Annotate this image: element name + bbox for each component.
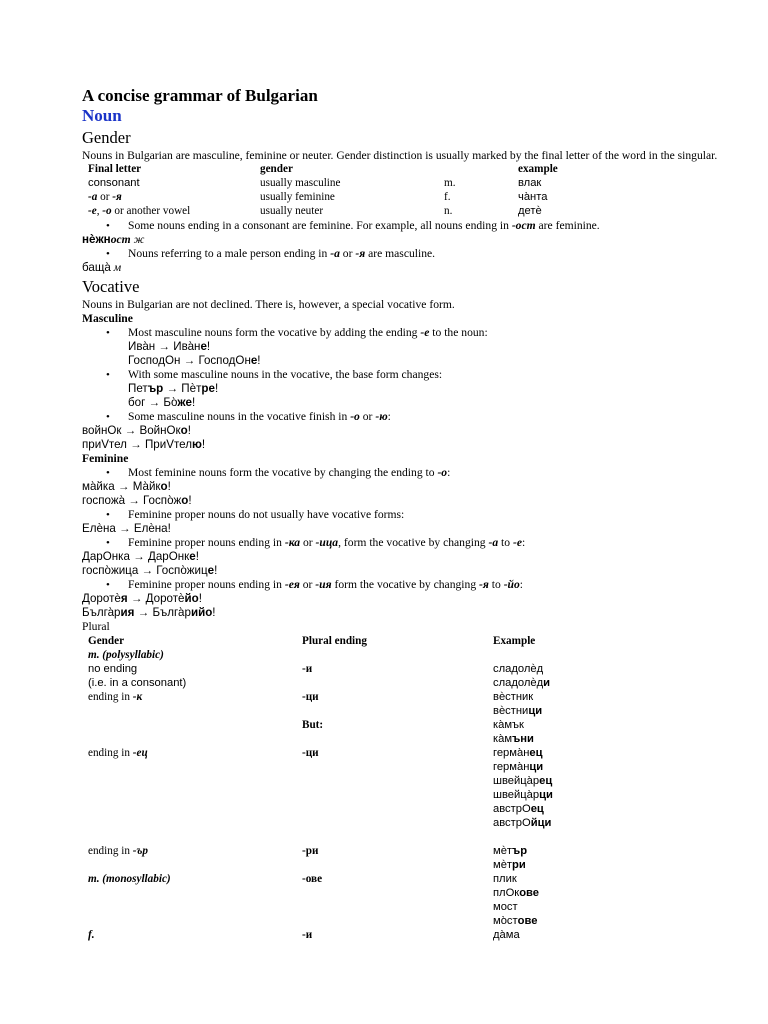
example-ending: ри (512, 859, 526, 871)
plural-ending-cell: But: (302, 719, 324, 731)
gender-cell: usually feminine (260, 191, 335, 203)
plural-ending-cell (302, 732, 493, 746)
example-ending: ийо (190, 606, 213, 619)
gender-cell (88, 858, 302, 872)
example-ending: ове (519, 887, 539, 899)
suffix: -йо (503, 578, 520, 591)
gender-cell (88, 886, 302, 900)
example-ending: ър (512, 845, 528, 857)
table-row (86, 177, 560, 191)
gender-cell: (i.e. in a consonant) (88, 677, 187, 689)
plural-ending-cell (302, 676, 493, 690)
example-ending: я (120, 592, 128, 605)
gender-cell: m. (polysyllabic) (88, 649, 164, 661)
gender-text: ending in (88, 747, 133, 759)
example-cell (493, 690, 553, 704)
example-line (82, 382, 722, 396)
example-stem: мост (493, 901, 518, 913)
plural-ending-cell: -ове (302, 873, 323, 885)
example-cell (493, 718, 553, 732)
example-cell (493, 732, 553, 746)
table-row (88, 662, 553, 676)
example-stem: мѐт (493, 859, 513, 871)
table-row (88, 690, 553, 704)
example-ending: о (160, 480, 168, 493)
example-cell (493, 872, 553, 886)
suffix: -ица (315, 536, 339, 549)
example-text: → Бълга̀р (134, 606, 191, 619)
note-text: to (488, 578, 504, 591)
example-ending: ци (528, 705, 543, 717)
example-ending: ия (120, 606, 135, 619)
suffix: -к (132, 691, 143, 703)
example-text: войнОк → ВойнОк (82, 424, 181, 437)
note-text: : (387, 410, 391, 423)
plural-ending-cell (302, 816, 493, 830)
example-word: нѐжн (82, 233, 111, 246)
gender-intro: Nouns in Bulgarian are masculine, feminine or neuter. Gender distinction is usually marked by the final letter of the word in the singular. (82, 149, 718, 162)
gender-text: ending in (88, 691, 133, 703)
note-text: Nouns referring to a male person ending in (128, 247, 331, 260)
example-cell (493, 662, 553, 676)
example-stem: вѐстни (493, 705, 529, 717)
note-text: are feminine. (535, 219, 600, 232)
table-row (88, 830, 553, 844)
plural-ending-cell (302, 704, 493, 718)
plural-heading: Plural (82, 620, 110, 633)
bullet-item (82, 536, 722, 550)
example-text: Доротѐ (82, 592, 121, 605)
note-text: Some masculine nouns in the vocative finish in (128, 410, 351, 423)
suffix: -ю (375, 410, 388, 423)
gender-cell (88, 844, 302, 858)
header-gender: Gender (88, 635, 125, 647)
example-text: ! (195, 550, 199, 563)
example-ending: ец (530, 803, 544, 815)
table-row (88, 676, 553, 690)
example-text: Бълга̀р (82, 606, 121, 619)
example-ending: ец (539, 775, 553, 787)
example-ending: ъни (512, 733, 534, 745)
example-line (82, 233, 722, 247)
masculine-label: Masculine (82, 312, 133, 325)
example-text: ! (167, 480, 171, 493)
note-text: Feminine proper nouns ending in (128, 536, 285, 549)
example-text: ! (214, 564, 218, 577)
suffix: -ец (132, 747, 148, 759)
or-text: or (97, 191, 113, 203)
example-cell (493, 830, 553, 844)
example-stem: герма̀н (493, 761, 530, 773)
note-text: , form the vocative by changing (338, 536, 489, 549)
example-ending: йци (530, 817, 552, 829)
example-ending: ър (147, 382, 164, 395)
example-cell: влак (518, 177, 542, 189)
example-cell (493, 858, 553, 872)
table-row (88, 732, 553, 746)
example-line: Елѐна → Елѐна! (82, 522, 171, 535)
example-text: → Пѐт (163, 382, 202, 395)
bullet-item (82, 326, 722, 340)
example-text: ! (201, 438, 206, 451)
suffix: -ия (315, 578, 332, 591)
suffix: -ър (132, 845, 148, 857)
example-cell (493, 788, 553, 802)
example-line (82, 550, 722, 564)
table-row (88, 886, 553, 900)
note-text: Feminine proper nouns ending in (128, 578, 285, 591)
bullet-item (82, 410, 722, 424)
example-cell (493, 704, 553, 718)
bullet-item (82, 247, 722, 261)
example-stem: мѐт (493, 845, 513, 857)
table-row (88, 900, 553, 914)
note-text: to (498, 536, 513, 549)
example-text: ГосподОн → ГосподОн (128, 354, 251, 367)
note-text: to the noun: (429, 326, 488, 339)
ending-a: -е (88, 205, 97, 217)
plural-ending-cell (302, 648, 493, 662)
example-line (82, 564, 722, 578)
example-cell (493, 914, 553, 928)
plural-ending-cell (302, 886, 493, 900)
example-stem: да̀ма (493, 929, 520, 941)
example-text: ! (212, 606, 216, 619)
table-header-row (86, 163, 560, 177)
example-cell (493, 676, 553, 690)
plural-ending-cell (302, 760, 493, 774)
table-row (88, 704, 553, 718)
note-text: are masculine. (365, 247, 436, 260)
bullet-item (82, 219, 722, 233)
gender-cell (88, 830, 302, 844)
example-stem: сладолѐд (493, 663, 544, 675)
table-row (86, 205, 560, 219)
example-text: ! (191, 396, 196, 409)
example-text: ! (187, 424, 191, 437)
suffix: -ост (511, 219, 536, 232)
example-stem: австрО (493, 803, 531, 815)
example-line (82, 438, 722, 452)
example-text: ! (198, 592, 202, 605)
example-text: ! (214, 382, 219, 395)
feminine-label: Feminine (82, 452, 129, 465)
gender-cell (88, 732, 302, 746)
bullet-item: • With some masculine nouns in the vocative, the base form changes: (82, 368, 722, 382)
gender-text: ending in (88, 845, 133, 857)
or-text: or (300, 536, 316, 549)
example-ending: е (189, 550, 196, 563)
table-row (88, 746, 553, 760)
plural-ending-cell: -и (302, 929, 313, 941)
gender-cell: f. (88, 929, 95, 941)
plural-ending-cell (302, 830, 493, 844)
example-stem: плОк (493, 887, 520, 899)
table-row (88, 760, 553, 774)
example-cell (493, 648, 553, 662)
note-text: Some nouns ending in a consonant are feminine. For example, all nouns ending in (128, 219, 512, 232)
example-line (82, 494, 722, 508)
example-cell (493, 774, 553, 788)
example-stem: вѐстник (493, 691, 534, 703)
table-row (88, 788, 553, 802)
example-cell (493, 746, 553, 760)
plural-ending-cell (302, 788, 493, 802)
table-row (88, 858, 553, 872)
example-ending: ре (201, 382, 215, 395)
plural-ending-cell: -и (302, 663, 313, 675)
or-text: or (359, 410, 376, 423)
example-text: Пет (128, 382, 148, 395)
gender-cell (88, 802, 302, 816)
note-text: : (447, 466, 451, 479)
gender-cell: usually masculine (260, 177, 341, 189)
example-cell (493, 802, 553, 816)
vocative-heading: Vocative (82, 277, 140, 296)
example-text: Ива̀н → Ива̀н (128, 340, 201, 353)
table-row (88, 802, 553, 816)
plural-table-body (88, 634, 553, 942)
abbr-cell: f. (444, 191, 451, 203)
example-text: ! (257, 354, 261, 367)
plural-ending-cell (302, 774, 493, 788)
note-text: Most masculine nouns form the vocative by adding the ending (128, 326, 421, 339)
example-ending: ост (110, 233, 131, 246)
suffix: -о (437, 466, 448, 479)
suffix: -ка (284, 536, 301, 549)
example-text: госпожа̀ → Госпо̀ж (82, 494, 182, 507)
gender-cell (88, 760, 302, 774)
example-ending: о (180, 424, 188, 437)
example-ending: ци (539, 789, 553, 801)
or-text: or (299, 578, 316, 591)
example-cell: ча̀нта (518, 191, 548, 203)
plural-ending-cell (302, 858, 493, 872)
plural-ending-cell: -ци (302, 747, 319, 759)
example-cell: детѐ (518, 205, 542, 217)
example-stem: плик (493, 873, 517, 885)
example-stem: швейца̀р (493, 789, 540, 801)
table-row (88, 648, 553, 662)
example-text: приVтел → ПриVтел (82, 438, 192, 451)
gender-cell (88, 914, 302, 928)
ending-a: -а (88, 191, 98, 203)
gender-cell (88, 900, 302, 914)
example-line (82, 261, 722, 275)
gender-cell: m. (monosyllabic) (88, 873, 171, 885)
example-ending: е (250, 354, 258, 367)
header-gender: gender (260, 163, 293, 175)
noun-heading: Noun (82, 106, 122, 125)
final-letter-cell (86, 205, 258, 219)
gender-cell (88, 788, 302, 802)
gender-cell: no ending (88, 663, 138, 675)
ending-b: -я (112, 191, 122, 203)
example-ending: ец (529, 747, 543, 759)
gender-mark: м (113, 261, 122, 274)
suffix: -я (479, 578, 489, 591)
example-text: бог → Бо̀ (128, 396, 178, 409)
final-letter-cell (86, 191, 258, 205)
table-row (88, 844, 553, 858)
table-row (88, 816, 553, 830)
bullet-item: • Feminine proper nouns do not usually have vocative forms: (82, 508, 722, 522)
separator: , (96, 205, 103, 217)
gender-cell (88, 816, 302, 830)
gender-cell (88, 704, 302, 718)
note-text: : (519, 578, 524, 591)
example-stem: ка̀м (493, 733, 513, 745)
plural-ending-cell: -ри (302, 845, 319, 857)
example-ending: е (207, 564, 215, 577)
abbr-cell: n. (444, 205, 453, 217)
plural-table (88, 634, 553, 942)
suffix: -ея (284, 578, 300, 591)
suffix: -а (330, 247, 340, 260)
table-row (88, 928, 553, 942)
example-line (82, 592, 722, 606)
example-ending: ю (191, 438, 202, 451)
example-line (82, 606, 722, 620)
example-line (82, 480, 722, 494)
bullet-item (82, 578, 722, 592)
example-ending: е (200, 340, 207, 353)
header-example: example (518, 163, 558, 175)
example-ending: ове (517, 915, 538, 927)
example-text: ! (188, 494, 192, 507)
gender-cell (88, 746, 302, 760)
example-ending: же (177, 396, 192, 409)
ending-b: -о (102, 205, 112, 217)
example-ending: йо (184, 592, 199, 605)
example-text: → Доротѐ (127, 592, 185, 605)
header-example: Example (493, 635, 536, 647)
example-word: баща̀ (82, 261, 111, 274)
example-line (82, 340, 722, 354)
gender-cell: usually neuter (260, 205, 324, 217)
plural-ending-cell (302, 802, 493, 816)
gender-mark: ж (133, 233, 145, 246)
example-ending: о (181, 494, 189, 507)
example-stem: австрО (493, 817, 531, 829)
example-cell (493, 886, 553, 900)
plural-ending-cell (302, 900, 493, 914)
example-text: госпо̀жица → Госпо̀жиц (82, 564, 208, 577)
vocative-intro: Nouns in Bulgarian are not declined. There is, however, a special vocative form. (82, 298, 455, 311)
example-stem: сладолѐд (493, 677, 544, 689)
example-line (82, 354, 722, 368)
suffix: -е (420, 326, 430, 339)
final-letter-cell: consonant (88, 177, 140, 189)
bullet-item (82, 466, 722, 480)
suffix: -о (350, 410, 360, 423)
example-line (82, 396, 722, 410)
header-abbr (442, 163, 516, 177)
example-text: ма̀йка → Ма̀йк (82, 480, 161, 493)
example-cell (493, 844, 553, 858)
suffix: -а (488, 536, 499, 549)
abbr-cell: m. (444, 177, 456, 189)
plural-ending-cell (302, 914, 493, 928)
gender-cell (88, 718, 302, 732)
example-stem: ка̀мък (493, 719, 524, 731)
document-title: A concise grammar of Bulgarian (82, 86, 318, 105)
example-cell (493, 928, 553, 942)
example-cell (493, 816, 553, 830)
example-stem: мо̀ст (493, 915, 518, 927)
gender-table (86, 163, 560, 219)
note-text: : (521, 536, 526, 549)
suffix: -е (512, 536, 522, 549)
example-cell (493, 900, 553, 914)
table-row (88, 718, 553, 732)
document-page (82, 86, 722, 942)
example-text: ! (206, 340, 211, 353)
or-text: or (339, 247, 356, 260)
example-stem: герма̀н (493, 747, 530, 759)
table-row (86, 191, 560, 205)
example-ending: ци (529, 761, 544, 773)
example-line (82, 424, 722, 438)
header-plural-ending: Plural ending (302, 635, 367, 647)
rest-text: or another vowel (111, 205, 191, 217)
note-text: form the vocative by changing (331, 578, 480, 591)
example-text: ДарОнка → ДарОнк (82, 550, 190, 563)
note-text: Most feminine nouns form the vocative by changing the ending to (128, 466, 438, 479)
example-ending: и (543, 677, 551, 689)
suffix: -я (355, 247, 366, 260)
table-row (88, 872, 553, 886)
table-row (88, 774, 553, 788)
table-row (88, 914, 553, 928)
gender-heading: Gender (82, 128, 131, 147)
header-final-letter: Final letter (88, 163, 142, 175)
plural-ending-cell: -ци (302, 691, 319, 703)
example-stem: швейца̀р (493, 775, 540, 787)
example-cell (493, 760, 553, 774)
gender-cell (88, 690, 302, 704)
gender-cell (88, 774, 302, 788)
table-header-row (88, 634, 553, 648)
